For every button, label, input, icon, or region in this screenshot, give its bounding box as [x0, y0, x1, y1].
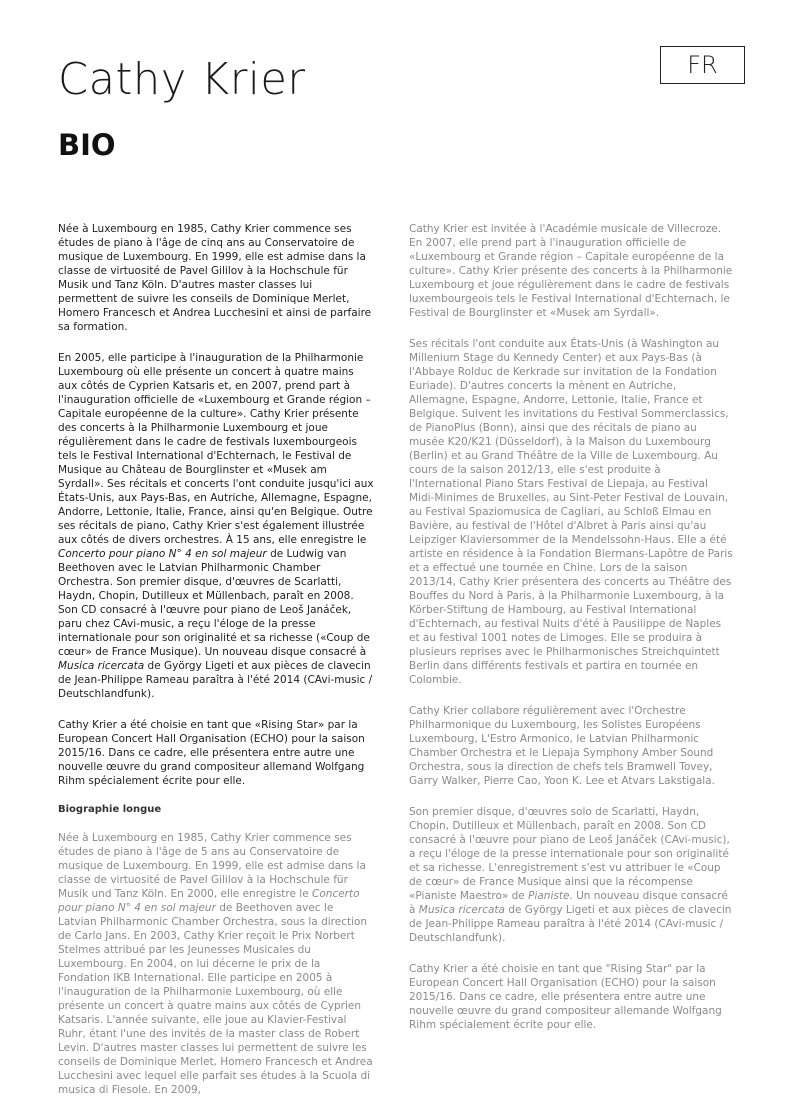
right-column [409, 222, 734, 1049]
bio-long-paragraph-6: Cathy Krier a été choisie en tant que "Rising Star" par la European Concert Hall Organisation (ECHO) pour la saison 2015/16. Dans ce cadre, elle présentera entre autre une nouvelle œuvre du grand compositeur allemande Wolfgang Rihm spécialement écrite pour elle. [409, 963, 722, 1031]
section-title: BIO [58, 128, 116, 162]
bio-long-paragraph-5 [409, 805, 734, 945]
italic-title: Musica ricercata [58, 660, 145, 672]
bio-short-paragraph-3: Cathy Krier a été choisie en tant que «Rising Star» par la European Concert Hall Organisation (ECHO) pour la saison 2015/16. Dans ce cadre, elle présentera entre autre une nouvelle œuvre du grand compositeur allemand Wolfgang Rihm spécialement écrite pour elle. [58, 719, 365, 787]
italic-title: Pianiste [528, 890, 570, 902]
text-run: Née à Luxembourg en 1985, Cathy Krier commence ses études de piano à l'âge de 5 ans au Conservatoire de musique de Luxembourg. En 1999, elle est admise dans la classe de virtuosité de Pavel Gililov à la Hochschule für Musik und Tanz Köln. En 2000, elle enregistre le [58, 832, 366, 900]
italic-title: Concerto pour piano N° 4 en sol majeur [58, 888, 360, 914]
bio-long-paragraph-4: Cathy Krier collabore régulièrement avec l'Orchestre Philharmonique du Luxembourg, les Solistes Européens Luxembourg, L'Estro Armonico, le Latvian Philharmonic Chamber Orchestra et le Liepaja Symphony Amber Sound Orchestra, sous la direction de chefs tels Bramwell Tovey, Garry Walker, Pierre Cao, Yoon K. Lee et Atvars Lakstigala. [409, 705, 715, 787]
language-switch-button[interactable]: FR [660, 46, 745, 84]
bio-long-paragraph-3: Ses récitals l'ont conduite aux États-Unis (à Washington au Millenium Stage du Kennedy Center) et aux Pays-Bas (à l'Abbaye Rolduc de Kerkrade sur invitation de la Fondation Euriade). D'autres concerts la mènent en Autriche, Allemagne, Espagne, Andorre, Lettonie, Italie, France et Belgique. Suivent les invitations du Festival Sommerclassics, de PianoPlus (Bonn), ainsi que des récitals de piano au musée K20/K21 (Düsseldorf), à la Maison du Luxembourg (Berlin) et au Grand Théâtre de la Ville de Luxembourg. Au cours de la saison 2012/13, elle s'est produite à l'International Piano Stars Festival de Liepaja, au Festival Midi-Minimes de Bruxelles, au Sint-Peter Festival de Louvain, au Festival Spaziomusica de Cagliari, au Schloß Elmau en Bavière, au festival de l'Hôtel d'Albret à Paris ainsi qu'au Leipziger Klaviersommer de la Mendelssohn-Haus. Elle a été artiste en résidence à la Fondation Biermans-Lapôtre de Paris et a effectué une tournée en Chine. Lors de la saison 2013/14, Cathy Krier présentera des concerts au Théâtre des Bouffes du Nord à Paris, à la Philharmonie Luxembourg, à la Körber-Stiftung de Hambourg, au Festival International d'Echternach, au festival Nuits d'été à Pausilippe de Naples et au festival 1001 notes de Limoges. Elle se produira à plusieurs reprises avec le Philharmonisches Streichquintett Berlin dans différents festivals et partira en tournée en Colombie. [409, 338, 733, 686]
artist-name: Cathy Krier [58, 54, 306, 105]
bio-long-paragraph-2: Cathy Krier est invitée à l'Académie musicale de Villecroze. En 2007, elle prend part à l'inauguration officielle de «Luxembourg et Grande région – Capitale européenne de la culture». Cathy Krier présente des concerts à la Philharmonie Luxembourg et joue régulièrement dans le cadre de festivals luxembourgeois tels le Festival International d'Echternach, le Festival de Bourglinster et «Musek am Syrdall». [409, 223, 733, 319]
italic-title: Musica ricercata [418, 904, 505, 916]
long-bio-heading: Biographie longue [58, 804, 162, 815]
text-run: En 2005, elle participe à l'inauguration de la Philharmonie Luxembourg où elle présente un concert à quatre mains aux côtés de Cyprien Katsaris et, en 2007, prend part à l'inauguration officielle de «Luxembourg et Grande région – Capitale européenne de la culture». Cathy Krier présente des concerts à la Philharmonie Luxembourg et joue régulièrement dans le cadre de festivals luxembourgeois tels le Festival International d'Echternach, le Festival de Musique au Château de Bourglinster et «Musek am Syrdall». Ses récitals et concerts l'ont conduite jusqu'ici aux États-Unis, aux Pays-Bas, en Autriche, Allemagne, Espagne, Andorre, Lettonie, Italie, France, ainsi qu'en Belgique. Outre ses récitals de piano, Cathy Krier s'est également illustrée aux côtés de divers orchestres. À 15 ans, elle enregistre le [58, 352, 374, 546]
bio-short-paragraph-2 [58, 351, 374, 701]
text-run: de György Ligeti et aux pièces de clavecin de Jean-Philippe Rameau paraîtra à l'été 2014 (CAvi-music / Deutschlandfunk). [409, 904, 732, 944]
text-run: de Ludwig van Beethoven avec le Latvian Philharmonic Chamber Orchestra. Son premier disque, d'œuvres de Scarlatti, Haydn, Chopin, Dutilleux et Müllenbach, paraît en 2008. Son CD consacré à l'œuvre pour piano de Leoš Janáček, paru chez CAvi-music, a reçu l'éloge de la presse internationale pour son originalité et sa richesse («Coup de cœur» de France Musique). Un nouveau disque consacré à [58, 548, 370, 658]
text-run: de Beethoven avec le Latvian Philharmonic Chamber Orchestra, sous la direction de Carlo Jans. En 2003, Cathy Krier reçoit le Prix Norbert Stelmes attribué par les Jeunesses Musicales du Luxembourg. En 2004, on lui décerne le prix de la Fondation IKB International. Elle participe en 2005 à l'inauguration de la Philharmonie Luxembourg, où elle présente un concert à quatre mains aux côtés de Cyprien Katsaris. L'année suivante, elle joue au Klavier-Festival Ruhr, étant l'une des invités de la master class de Robert Levin. D'autres master classes lui permettent de suivre les conseils de Dominique Merlet, Homero Francesch et Andrea Lucchesini avec lequel elle parfait ses études à la Scuola di musica di Fiesole. En 2009, [58, 902, 373, 1096]
text-run: de György Ligeti et aux pièces de clavecin de Jean-Philippe Rameau paraîtra à l'été 2014 (CAvi-music / Deutschlandfunk). [58, 660, 373, 700]
text-run: . Un nouveau disque consacré à [409, 890, 728, 916]
bio-short-paragraph-1: Née à Luxembourg en 1985, Cathy Krier commence ses études de piano à l'âge de cinq ans au Conservatoire de musique de Luxembourg. En 1999, elle est admise dans la classe de virtuosité de Pavel Gililov à la Hochschule für Musik und Tanz Köln. D'autres master classes lui permettent de suivre les conseils de Dominique Merlet, Homero Francesch et Andrea Lucchesini et ainsi de parfaire sa formation. [58, 223, 372, 333]
text-run: Son premier disque, d'œuvres solo de Scarlatti, Haydn, Chopin, Dutilleux et Müllenbach, paraît en 2008. Son CD consacré à l'œuvre pour piano de Leoš Janáček (CAvi-music), a reçu l'éloge de la presse internationale pour son originalité et sa richesse. L'enregistrement s'est vu attribuer le «Coup de cœur» de France Musique ainsi que la récompense «Pianiste Maestro» de [409, 806, 730, 902]
left-column [58, 222, 374, 1114]
bio-long-paragraph-1 [58, 831, 374, 1097]
italic-title: Concerto pour piano N° 4 en sol majeur [58, 548, 267, 560]
